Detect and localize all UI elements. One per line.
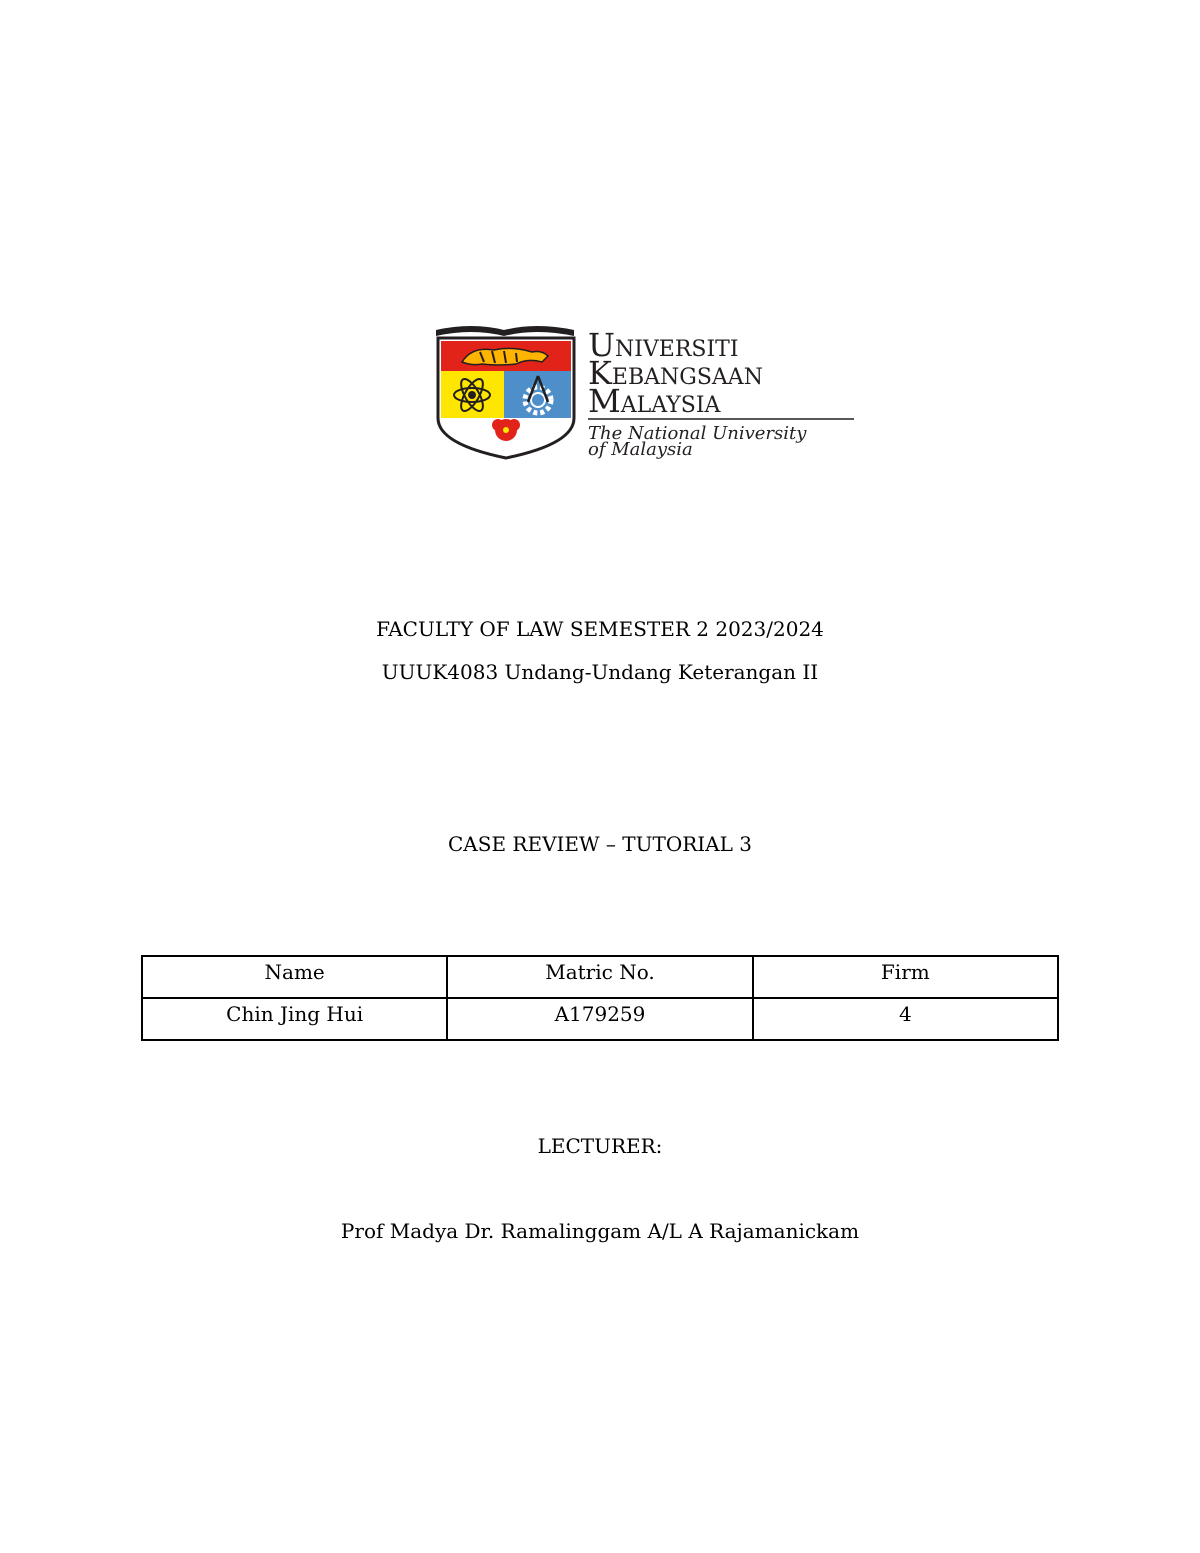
- column-header-name: Name: [142, 956, 447, 998]
- svg-text:of Malaysia: of Malaysia: [588, 439, 693, 460]
- table-header-row: [142, 956, 1058, 998]
- case-review-title: CASE REVIEW – TUTORIAL 3: [448, 832, 752, 856]
- logo-line1-rest: NIVERSITI: [614, 337, 739, 362]
- svg-text:KEBANGSAAN: KEBANGSAAN: [588, 354, 763, 392]
- cell-matric: A179259: [447, 998, 752, 1040]
- student-info-table: [141, 955, 1059, 1041]
- university-logo: [432, 322, 857, 462]
- logo-line1-initial: U: [588, 326, 615, 364]
- svg-text:The National University: The National University: [588, 423, 807, 444]
- faculty-semester-heading: FACULTY OF LAW SEMESTER 2 2023/2024: [376, 617, 824, 641]
- lecturer-label: LECTURER:: [537, 1134, 663, 1158]
- column-header-firm: Firm: [753, 956, 1058, 998]
- column-header-matric: Matric No.: [447, 956, 752, 998]
- course-title: UUUK4083 Undang-Undang Keterangan II: [381, 660, 819, 684]
- lecturer-name: Prof Madya Dr. Ramalinggam A/L A Rajamanickam: [340, 1219, 860, 1243]
- cell-firm: 4: [753, 998, 1058, 1040]
- cell-name: Chin Jing Hui: [142, 998, 447, 1040]
- svg-text:MALAYSIA: MALAYSIA: [588, 382, 721, 420]
- ukm-crest-logo: [432, 322, 857, 462]
- table-row: [142, 998, 1058, 1040]
